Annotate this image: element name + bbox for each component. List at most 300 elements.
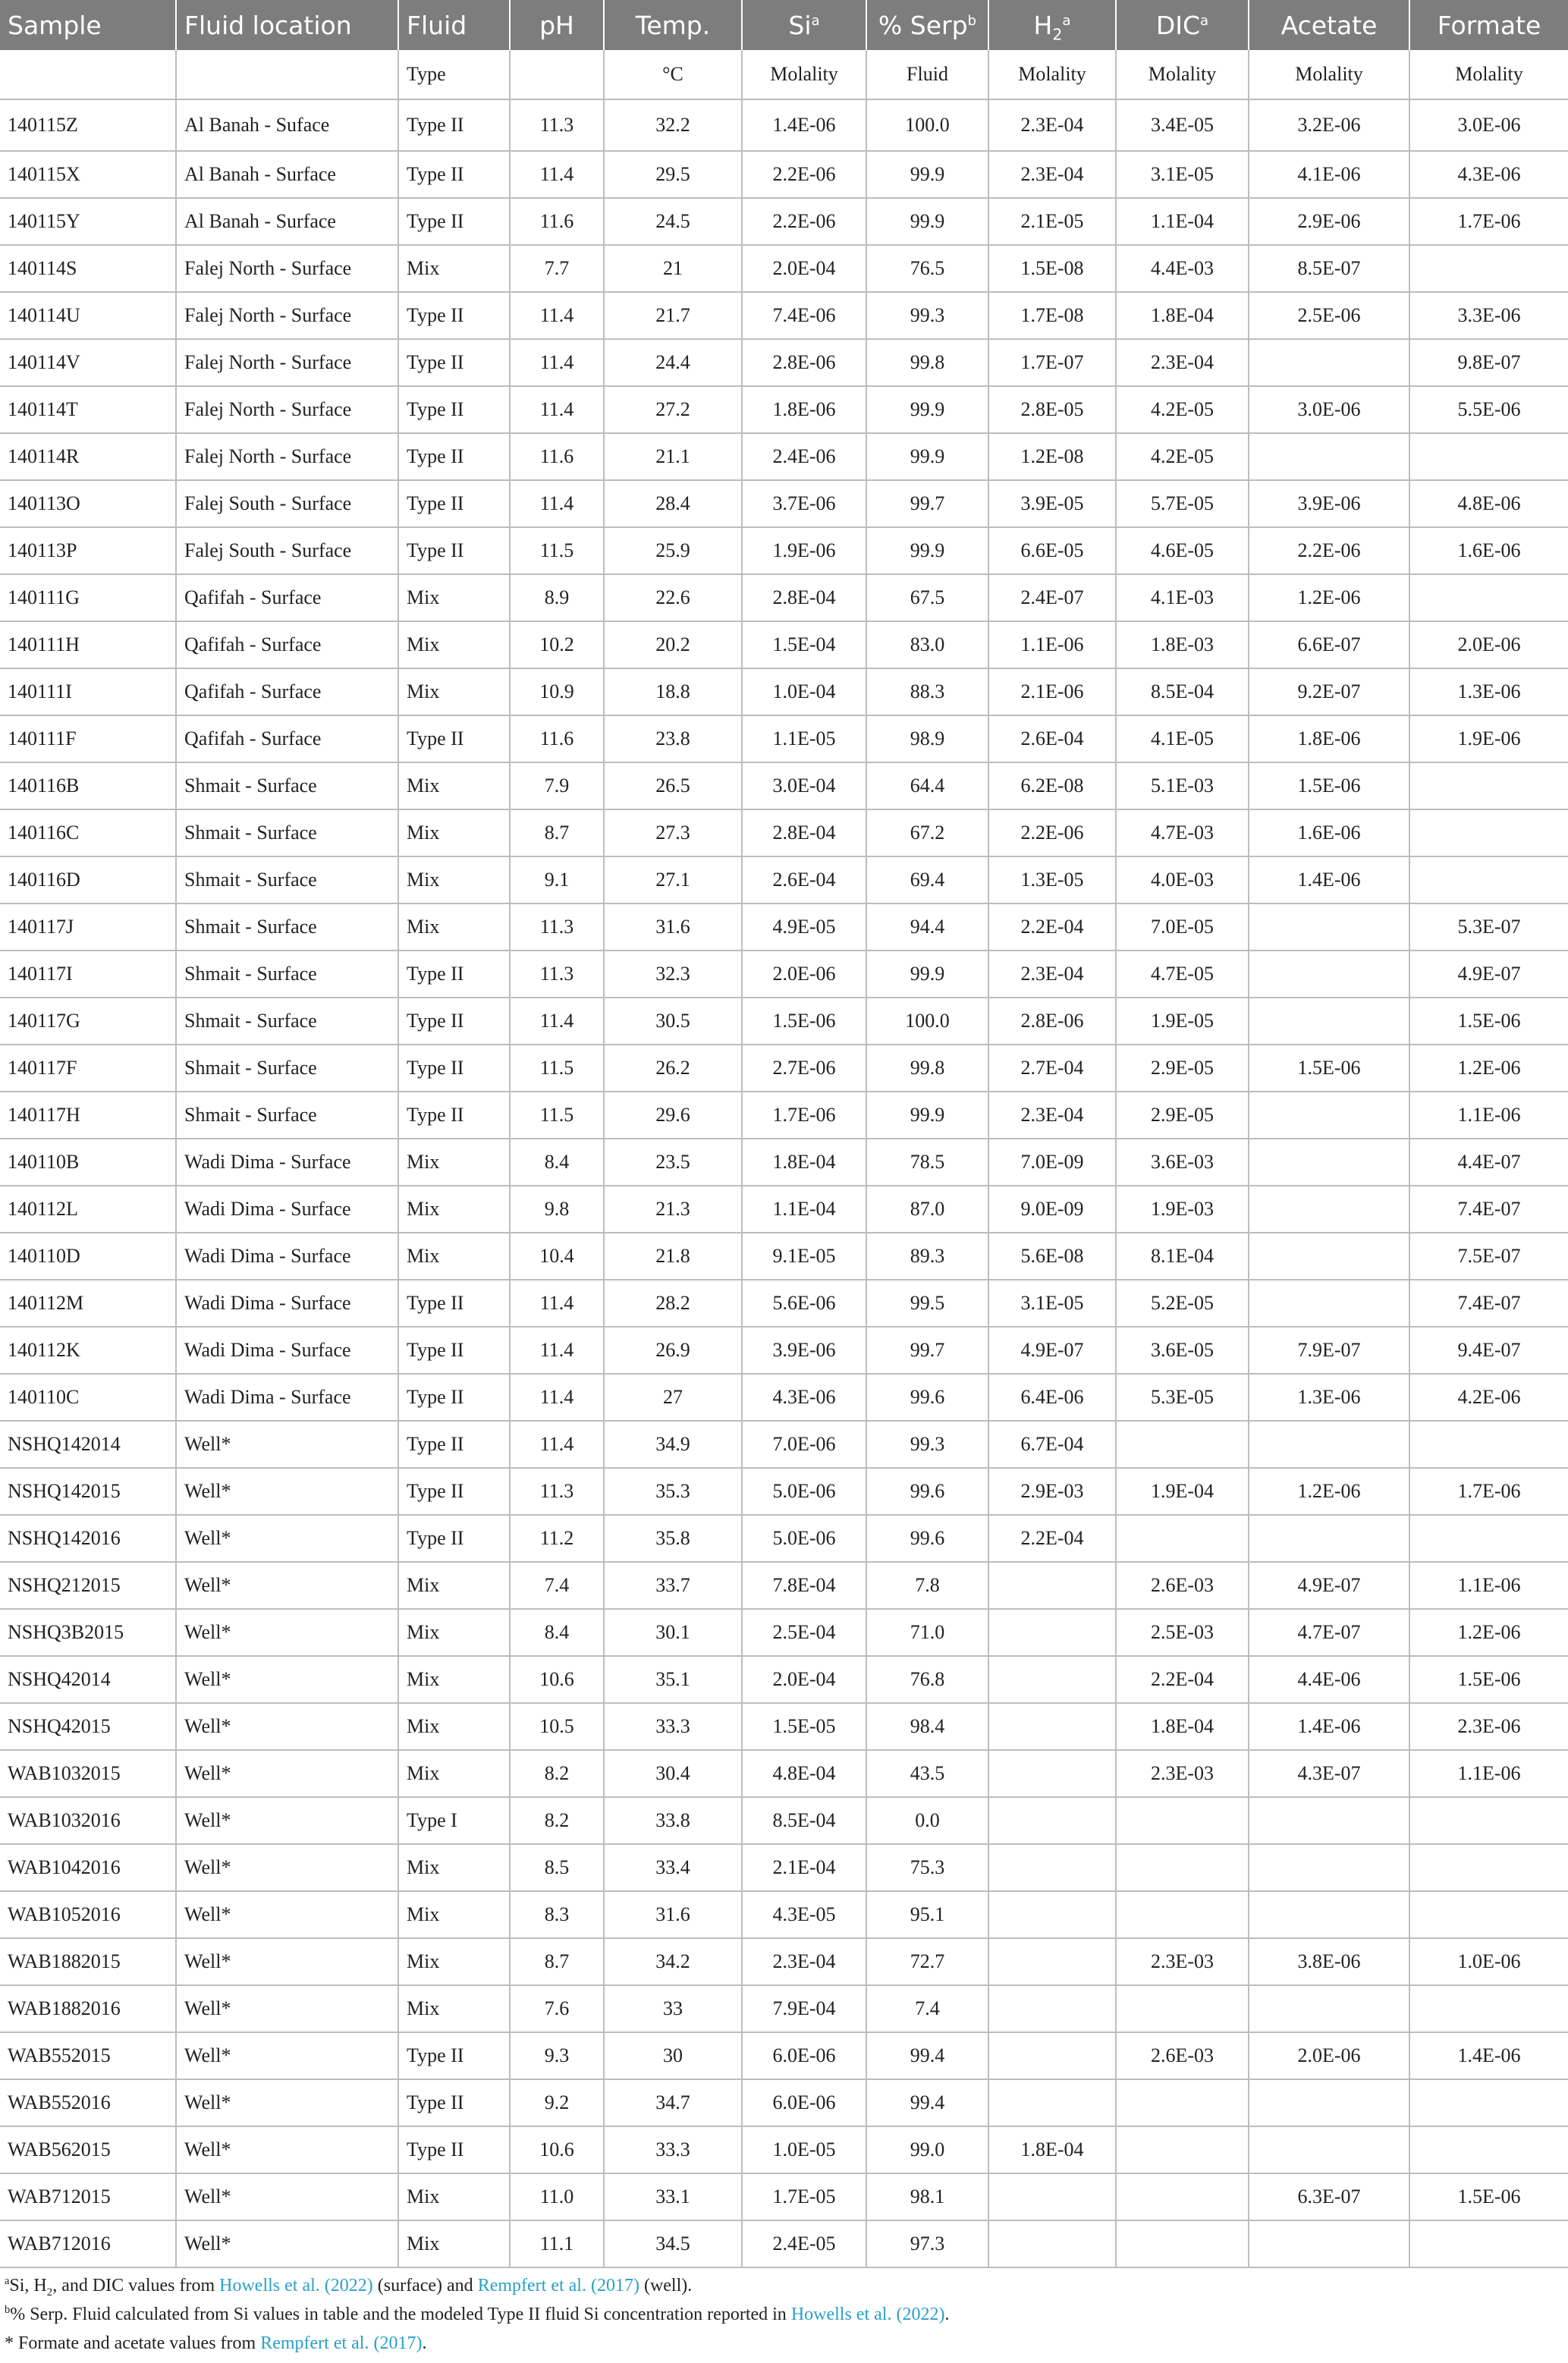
cell-ph: 8.5 [510,1844,604,1891]
cell-temp: 34.9 [604,1421,742,1468]
cell-fluid-location: Well* [176,2173,398,2220]
footnote-a-text-3: (surface) and [372,2276,478,2295]
cell-fluid-location: Falej North - Surface [176,339,398,386]
cell-dic [1116,2220,1249,2267]
cell-fluid: Mix [398,1891,510,1938]
cell-sample: 140113O [0,480,176,527]
cell-si: 3.7E-06 [742,480,866,527]
cell-sample: 140114U [0,292,176,339]
cell-h2: 6.6E-05 [988,527,1116,574]
table-row [0,245,1568,292]
cell-fluid: Type II [398,1327,510,1374]
cell-sample: 140117I [0,951,176,998]
cell-temp: 27 [604,1374,742,1421]
cell-acetate: 4.9E-07 [1249,1562,1409,1609]
cell-dic: 1.8E-04 [1116,292,1249,339]
cell-temp: 26.9 [604,1327,742,1374]
cell-si: 2.8E-06 [742,339,866,386]
cell-acetate: 7.9E-07 [1249,1327,1409,1374]
cell-percent-serp: 99.3 [866,292,988,339]
cell-dic: 4.4E-03 [1116,245,1249,292]
citation-link-howells-2022[interactable]: Howells et al. (2022) [219,2276,373,2295]
cell-formate: 1.5E-06 [1409,1656,1568,1703]
footnote-star-text-1: * Formate and acetate values from [5,2333,261,2353]
cell-sample: 140117G [0,998,176,1045]
cell-temp: 35.8 [604,1515,742,1562]
cell-ph: 11.1 [510,2220,604,2267]
cell-percent-serp: 99.0 [866,2126,988,2173]
cell-ph: 8.4 [510,1139,604,1186]
table-row [0,1797,1568,1844]
cell-temp: 31.6 [604,903,742,951]
cell-sample: 140114V [0,339,176,386]
cell-ph: 11.4 [510,386,604,433]
cell-sample: 140117H [0,1092,176,1139]
cell-si: 1.5E-04 [742,621,866,668]
cell-percent-serp: 69.4 [866,856,988,903]
cell-temp: 21.7 [604,292,742,339]
cell-acetate [1249,1280,1409,1327]
cell-sample: WAB1882015 [0,1938,176,1985]
cell-percent-serp: 99.9 [866,1092,988,1139]
cell-temp: 21 [604,245,742,292]
cell-fluid: Type II [398,998,510,1045]
cell-ph: 8.3 [510,1891,604,1938]
cell-si: 2.0E-04 [742,245,866,292]
cell-fluid-location: Shmait - Surface [176,1092,398,1139]
cell-fluid: Type II [398,433,510,480]
cell-dic: 1.8E-04 [1116,1703,1249,1750]
units-cell: °C [604,50,742,99]
cell-dic: 8.5E-04 [1116,668,1249,715]
table-row [0,1421,1568,1468]
cell-si: 1.5E-05 [742,1703,866,1750]
cell-temp: 27.3 [604,809,742,856]
footnote-a-text-4: (well). [639,2276,693,2295]
cell-sample: NSHQ142014 [0,1421,176,1468]
cell-dic: 2.6E-03 [1116,2032,1249,2079]
cell-formate: 1.1E-06 [1409,1750,1568,1797]
table-row [0,2079,1568,2126]
cell-percent-serp: 99.8 [866,339,988,386]
cell-sample: NSHQ142015 [0,1468,176,1515]
cell-ph: 7.4 [510,1562,604,1609]
cell-dic: 1.1E-04 [1116,198,1249,245]
cell-dic [1116,2126,1249,2173]
cell-h2: 2.6E-04 [988,715,1116,762]
cell-sample: 140114T [0,386,176,433]
cell-formate: 1.2E-06 [1409,1045,1568,1092]
table-row [0,1468,1568,1515]
cell-si: 2.4E-06 [742,433,866,480]
cell-fluid-location: Shmait - Surface [176,809,398,856]
cell-percent-serp: 100.0 [866,998,988,1045]
cell-acetate [1249,1515,1409,1562]
table-body [0,50,1568,2267]
cell-percent-serp: 99.9 [866,386,988,433]
cell-h2 [988,1703,1116,1750]
cell-temp: 33.7 [604,1562,742,1609]
cell-dic: 4.1E-05 [1116,715,1249,762]
cell-acetate: 1.8E-06 [1249,715,1409,762]
cell-ph: 8.7 [510,809,604,856]
footnote-b-marker: b [5,2304,11,2316]
cell-h2: 1.3E-05 [988,856,1116,903]
citation-link-rempfert-2017[interactable]: Rempfert et al. (2017) [260,2333,423,2353]
cell-dic: 4.6E-05 [1116,527,1249,574]
cell-ph: 8.7 [510,1938,604,1985]
column-header-label: Fluid location [184,10,352,40]
cell-h2: 2.9E-03 [988,1468,1116,1515]
cell-ph: 10.2 [510,621,604,668]
cell-temp: 33 [604,1985,742,2032]
cell-sample: WAB712015 [0,2173,176,2220]
cell-percent-serp: 99.9 [866,527,988,574]
cell-percent-serp: 76.8 [866,1656,988,1703]
cell-temp: 28.2 [604,1280,742,1327]
cell-h2 [988,1797,1116,1844]
table-row [0,1515,1568,1562]
table-row [0,1045,1568,1092]
cell-fluid: Mix [398,903,510,951]
cell-percent-serp: 99.9 [866,951,988,998]
units-cell [510,50,604,99]
cell-acetate [1249,1844,1409,1891]
cell-formate: 1.9E-06 [1409,715,1568,762]
cell-dic: 1.9E-03 [1116,1186,1249,1233]
footnotes [0,2271,1568,2358]
units-cell: Molality [1116,50,1249,99]
table-row [0,668,1568,715]
cell-si: 1.4E-06 [742,99,866,151]
cell-fluid-location: Qafifah - Surface [176,621,398,668]
cell-percent-serp: 99.6 [866,1515,988,1562]
cell-percent-serp: 100.0 [866,99,988,151]
cell-dic: 4.0E-03 [1116,856,1249,903]
header-row [0,0,1568,50]
table-row [0,527,1568,574]
column-header-label: Si [788,10,812,40]
footnote-a-text-2: , and DIC values from [52,2276,220,2295]
cell-percent-serp: 99.9 [866,198,988,245]
cell-acetate: 1.2E-06 [1249,1468,1409,1515]
cell-fluid: Mix [398,1985,510,2032]
cell-percent-serp: 98.1 [866,2173,988,2220]
cell-dic: 2.3E-04 [1116,339,1249,386]
cell-fluid: Type II [398,715,510,762]
cell-fluid-location: Qafifah - Surface [176,574,398,621]
cell-fluid-location: Shmait - Surface [176,951,398,998]
cell-fluid: Mix [398,1233,510,1280]
cell-ph: 11.6 [510,198,604,245]
cell-fluid-location: Falej South - Surface [176,480,398,527]
table-row [0,1750,1568,1797]
cell-percent-serp: 99.3 [866,1421,988,1468]
cell-ph: 10.6 [510,1656,604,1703]
cell-formate: 4.9E-07 [1409,951,1568,998]
cell-formate [1409,1797,1568,1844]
cell-formate: 5.3E-07 [1409,903,1568,951]
column-header-label: Fluid [407,10,467,40]
table-row [0,1186,1568,1233]
footnote-a [0,2271,1568,2300]
table-row [0,951,1568,998]
cell-sample: 140115X [0,151,176,198]
cell-fluid: Mix [398,1750,510,1797]
cell-si: 2.8E-04 [742,574,866,621]
units-cell: Molality [1409,50,1568,99]
cell-si: 3.9E-06 [742,1327,866,1374]
citation-link-rempfert-2017[interactable]: Rempfert et al. (2017) [477,2276,639,2295]
cell-fluid: Type II [398,1092,510,1139]
cell-formate [1409,809,1568,856]
cell-formate [1409,2126,1568,2173]
cell-percent-serp: 7.4 [866,1985,988,2032]
cell-percent-serp: 99.6 [866,1374,988,1421]
cell-temp: 30 [604,2032,742,2079]
cell-h2: 1.5E-08 [988,245,1116,292]
cell-dic: 3.6E-05 [1116,1327,1249,1374]
cell-h2: 2.3E-04 [988,99,1116,151]
cell-acetate: 4.1E-06 [1249,151,1409,198]
cell-h2: 6.4E-06 [988,1374,1116,1421]
column-header-subscript: 2 [1052,25,1063,44]
table-row [0,1609,1568,1656]
cell-temp: 21.8 [604,1233,742,1280]
cell-fluid-location: Wadi Dima - Surface [176,1233,398,1280]
cell-si: 5.6E-06 [742,1280,866,1327]
cell-fluid: Type II [398,1421,510,1468]
cell-percent-serp: 99.8 [866,1045,988,1092]
cell-si: 9.1E-05 [742,1233,866,1280]
cell-si: 1.7E-06 [742,1092,866,1139]
cell-formate: 4.4E-07 [1409,1139,1568,1186]
cell-dic: 3.4E-05 [1116,99,1249,151]
cell-dic: 5.3E-05 [1116,1374,1249,1421]
cell-formate: 4.8E-06 [1409,480,1568,527]
cell-fluid-location: Well* [176,2079,398,2126]
citation-link-howells-2022[interactable]: Howells et al. (2022) [790,2305,945,2324]
cell-temp: 27.2 [604,386,742,433]
cell-percent-serp: 75.3 [866,1844,988,1891]
table-row [0,198,1568,245]
cell-formate [1409,2220,1568,2267]
cell-acetate [1249,903,1409,951]
cell-fluid-location: Well* [176,2220,398,2267]
cell-sample: NSHQ42014 [0,1656,176,1703]
cell-fluid-location: Wadi Dima - Surface [176,1186,398,1233]
cell-si: 4.3E-05 [742,1891,866,1938]
table-row [0,292,1568,339]
table-row [0,1562,1568,1609]
cell-dic [1116,1515,1249,1562]
column-header-acetate [1249,0,1409,50]
cell-h2: 7.0E-09 [988,1139,1116,1186]
table-row [0,433,1568,480]
table-row [0,1327,1568,1374]
cell-fluid-location: Wadi Dima - Surface [176,1374,398,1421]
cell-fluid-location: Well* [176,1609,398,1656]
cell-ph: 9.2 [510,2079,604,2126]
table-row [0,1139,1568,1186]
cell-dic: 2.5E-03 [1116,1609,1249,1656]
cell-si: 7.9E-04 [742,1985,866,2032]
cell-dic: 4.7E-05 [1116,951,1249,998]
cell-temp: 29.6 [604,1092,742,1139]
cell-fluid: Type II [398,198,510,245]
cell-acetate: 3.8E-06 [1249,1938,1409,1985]
cell-ph: 11.6 [510,433,604,480]
cell-si: 4.8E-04 [742,1750,866,1797]
cell-percent-serp: 99.7 [866,480,988,527]
cell-h2: 2.8E-06 [988,998,1116,1045]
cell-dic: 4.2E-05 [1116,386,1249,433]
cell-sample: 140115Y [0,198,176,245]
cell-percent-serp: 72.7 [866,1938,988,1985]
cell-si: 1.9E-06 [742,527,866,574]
cell-percent-serp: 98.9 [866,715,988,762]
cell-temp: 34.5 [604,2220,742,2267]
cell-acetate: 4.4E-06 [1249,1656,1409,1703]
cell-sample: 140116C [0,809,176,856]
cell-ph: 11.5 [510,527,604,574]
cell-temp: 20.2 [604,621,742,668]
cell-h2: 2.3E-04 [988,151,1116,198]
cell-fluid-location: Shmait - Surface [176,762,398,809]
table-row [0,1938,1568,1985]
cell-dic: 1.8E-03 [1116,621,1249,668]
column-header-h2 [988,0,1116,50]
cell-h2: 1.2E-08 [988,433,1116,480]
cell-sample: 140111G [0,574,176,621]
cell-si: 1.1E-05 [742,715,866,762]
cell-sample: 140112L [0,1186,176,1233]
cell-ph: 8.2 [510,1750,604,1797]
cell-h2: 1.7E-07 [988,339,1116,386]
cell-formate: 1.5E-06 [1409,998,1568,1045]
cell-fluid-location: Well* [176,1985,398,2032]
cell-fluid: Mix [398,762,510,809]
cell-percent-serp: 98.4 [866,1703,988,1750]
cell-dic: 5.7E-05 [1116,480,1249,527]
column-header-label: % Serp [878,10,968,40]
cell-temp: 21.1 [604,433,742,480]
cell-ph: 11.5 [510,1045,604,1092]
cell-temp: 32.2 [604,99,742,151]
cell-fluid: Mix [398,1703,510,1750]
column-header-formate [1409,0,1568,50]
cell-si: 5.0E-06 [742,1468,866,1515]
cell-h2: 2.3E-04 [988,951,1116,998]
units-cell: Type [398,50,510,99]
cell-si: 5.0E-06 [742,1515,866,1562]
cell-temp: 27.1 [604,856,742,903]
cell-ph: 7.7 [510,245,604,292]
cell-dic: 2.2E-04 [1116,1656,1249,1703]
cell-h2: 6.2E-08 [988,762,1116,809]
table-row [0,2126,1568,2173]
cell-acetate [1249,1186,1409,1233]
table-row [0,856,1568,903]
cell-dic [1116,2079,1249,2126]
cell-sample: 140115Z [0,99,176,151]
cell-acetate [1249,951,1409,998]
units-cell: Molality [742,50,866,99]
cell-fluid: Mix [398,1656,510,1703]
table-row [0,998,1568,1045]
cell-sample: NSHQ142016 [0,1515,176,1562]
cell-sample: WAB1032016 [0,1797,176,1844]
cell-si: 2.0E-04 [742,1656,866,1703]
cell-ph: 10.6 [510,2126,604,2173]
column-header-label: Acetate [1280,10,1378,40]
cell-temp: 35.1 [604,1656,742,1703]
column-header-footnote-marker: a [1062,12,1071,29]
column-header-label: Temp. [635,10,711,40]
cell-ph: 11.3 [510,903,604,951]
cell-ph: 11.4 [510,1421,604,1468]
cell-temp: 29.5 [604,151,742,198]
cell-fluid: Mix [398,245,510,292]
cell-formate [1409,1421,1568,1468]
cell-ph: 11.2 [510,1515,604,1562]
cell-percent-serp: 67.5 [866,574,988,621]
table-row [0,99,1568,151]
cell-formate: 2.0E-06 [1409,621,1568,668]
cell-ph: 8.4 [510,1609,604,1656]
cell-dic: 1.9E-05 [1116,998,1249,1045]
cell-fluid-location: Falej North - Surface [176,386,398,433]
cell-fluid-location: Well* [176,1421,398,1468]
cell-acetate: 6.6E-07 [1249,621,1409,668]
cell-temp: 30.5 [604,998,742,1045]
cell-formate: 3.0E-06 [1409,99,1568,151]
cell-percent-serp: 99.9 [866,151,988,198]
column-header-label: DIC [1155,10,1201,40]
cell-acetate [1249,1891,1409,1938]
cell-formate: 7.4E-07 [1409,1186,1568,1233]
cell-ph: 11.0 [510,2173,604,2220]
cell-temp: 33.4 [604,1844,742,1891]
cell-dic: 4.7E-03 [1116,809,1249,856]
cell-fluid: Type II [398,1468,510,1515]
cell-acetate: 1.4E-06 [1249,1703,1409,1750]
cell-h2 [988,1609,1116,1656]
cell-formate: 1.1E-06 [1409,1562,1568,1609]
table-row [0,339,1568,386]
cell-percent-serp: 99.5 [866,1280,988,1327]
cell-fluid: Type II [398,386,510,433]
cell-si: 2.7E-06 [742,1045,866,1092]
cell-fluid: Type II [398,2032,510,2079]
cell-dic: 8.1E-04 [1116,1233,1249,1280]
cell-temp: 30.4 [604,1750,742,1797]
cell-ph: 11.4 [510,998,604,1045]
cell-formate [1409,433,1568,480]
cell-acetate: 2.9E-06 [1249,198,1409,245]
cell-temp: 33.1 [604,2173,742,2220]
cell-formate: 9.8E-07 [1409,339,1568,386]
cell-fluid-location: Wadi Dima - Surface [176,1139,398,1186]
cell-temp: 18.8 [604,668,742,715]
cell-fluid: Type II [398,99,510,151]
cell-sample: 140110B [0,1139,176,1186]
cell-acetate [1249,1139,1409,1186]
cell-formate: 1.5E-06 [1409,2173,1568,2220]
footnote-star [0,2329,1568,2358]
cell-fluid-location: Falej South - Surface [176,527,398,574]
cell-percent-serp: 67.2 [866,809,988,856]
